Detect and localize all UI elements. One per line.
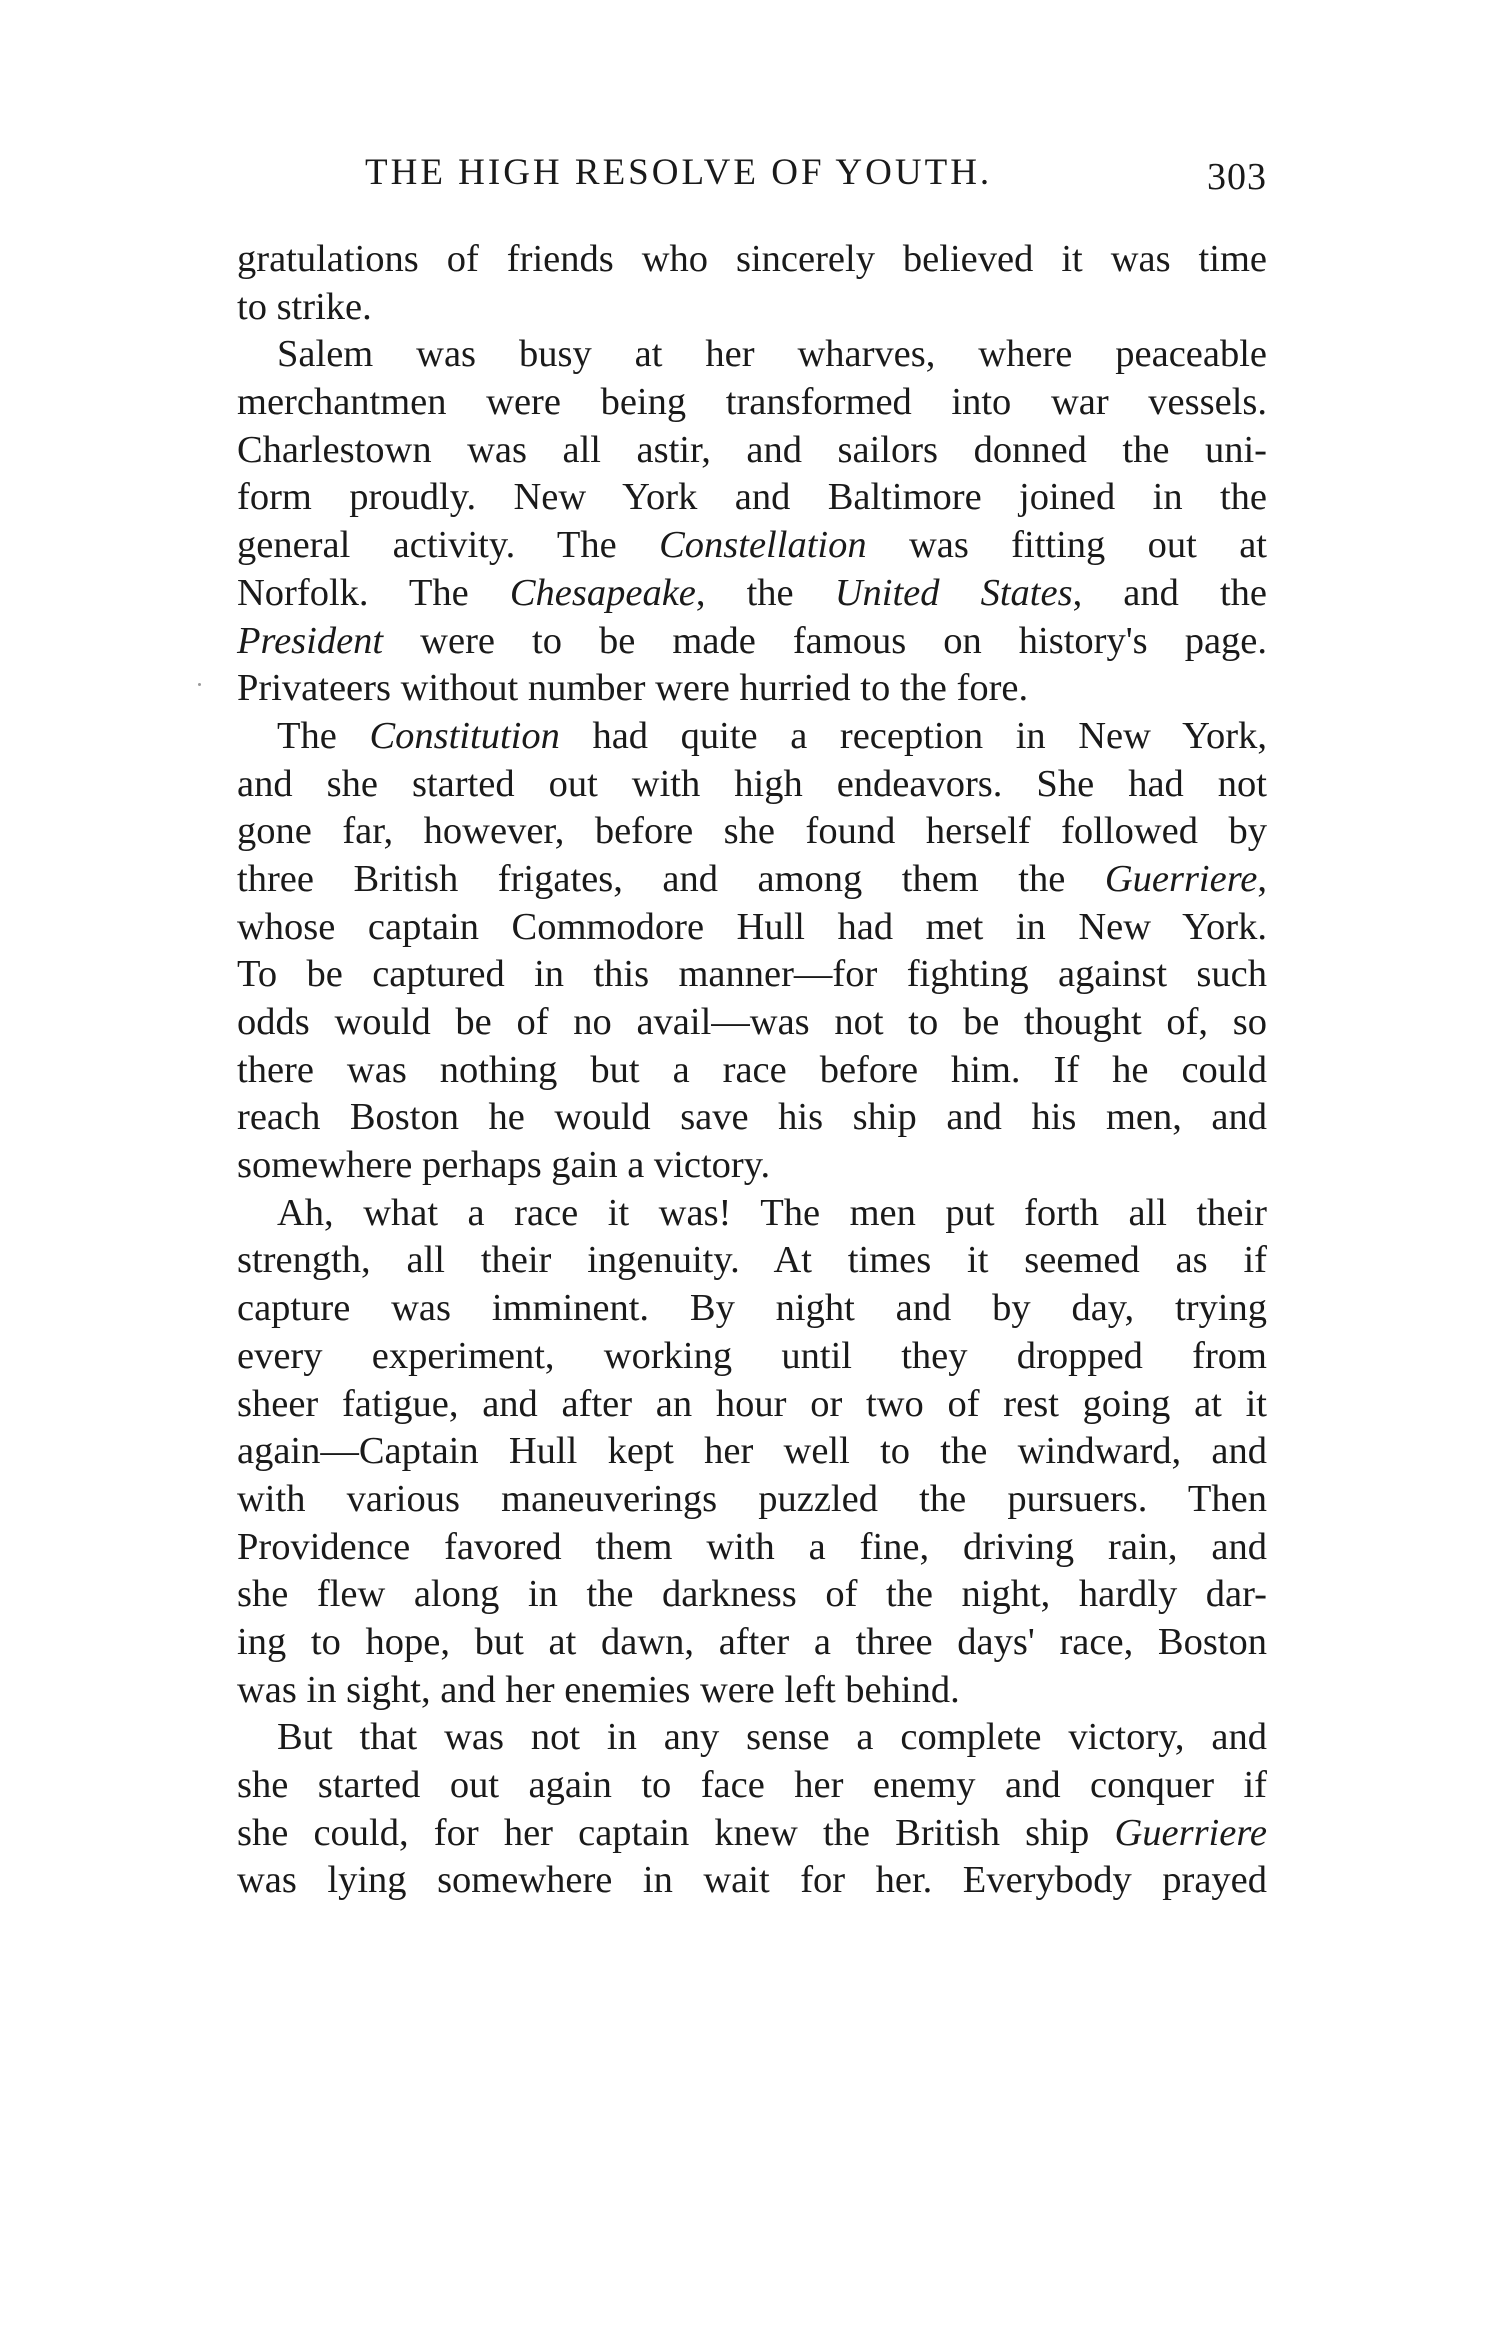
running-title: THE HIGH RESOLVE OF YOUTH. [365, 152, 993, 193]
text-line: Charlestown was all astir, and sailors donned the uni- [237, 428, 1267, 471]
text-run: general activity. The [237, 524, 660, 567]
text-line [237, 1810, 1267, 1858]
text-run: , the [695, 571, 835, 614]
text-run: Norfolk. The [237, 571, 510, 614]
ship-name: Constitution [369, 714, 560, 757]
page-number: 303 [1207, 156, 1267, 198]
text-line [237, 570, 1267, 618]
text-line: she started out again to face her enemy and conquer if [237, 1764, 1267, 1806]
text-line: merchantmen were being transformed into war vessels. [237, 381, 1267, 424]
text-run: was fitting out at [866, 524, 1267, 567]
text-run: , [1257, 857, 1267, 900]
text-line: somewhere perhaps gain a victory. [237, 1144, 771, 1187]
text-line: form proudly. New York and Baltimore joined in the [237, 476, 1267, 519]
text-line: capture was imminent. By night and by day, trying [237, 1287, 1267, 1330]
text-run: had quite a reception in New York, [559, 714, 1267, 757]
body-text [237, 236, 1267, 1905]
ship-name: Guerriere [1114, 1811, 1267, 1854]
ship-name: Chesapeake [509, 571, 696, 614]
ship-name: President [237, 619, 384, 662]
text-line: reach Boston he would save his ship and his men, and [237, 1096, 1267, 1139]
text-line: every experiment, working until they dropped from [237, 1334, 1267, 1377]
text-line: again—Captain Hull kept her well to the windward, and [237, 1430, 1267, 1473]
text-line: was in sight, and her enemies were left behind. [237, 1668, 960, 1711]
ship-name: United States [834, 571, 1073, 614]
text-line: was lying somewhere in wait for her. Everybody prayed [237, 1859, 1267, 1902]
text-line: odds would be of no avail—was not to be thought of, so [237, 1001, 1267, 1043]
text-line: whose captain Commodore Hull had met in New York. [237, 905, 1267, 948]
paragraph-2 [237, 331, 1267, 713]
text-line: sheer fatigue, and after an hour or two of rest going at it [237, 1382, 1267, 1425]
paper-speck [198, 683, 201, 686]
text-line: Salem was busy at her wharves, where peaceable [277, 333, 1267, 376]
text-line: Privateers without number were hurried to the fore. [237, 667, 1029, 710]
text-line [237, 618, 1267, 666]
running-head [237, 148, 1267, 198]
text-run: , and the [1072, 571, 1267, 614]
paragraph-1 [237, 236, 1267, 331]
text-line: gone far, however, before she found herself followed by [237, 810, 1267, 853]
text-run: The [277, 714, 370, 757]
text-line: Providence favored them with a fine, driving rain, and [237, 1525, 1267, 1568]
text-line: to strike. [237, 285, 372, 328]
text-line: with various maneuverings puzzled the pursuers. Then [237, 1477, 1267, 1520]
text-line: and she started out with high endeavors. She had not [237, 762, 1267, 805]
paragraph-4 [237, 1190, 1267, 1715]
text-line [237, 713, 1267, 761]
ship-name: Constellation [659, 524, 867, 567]
text-line: To be captured in this manner—for fighting against such [237, 953, 1267, 996]
paragraph-3 [237, 713, 1267, 1190]
text-line [237, 856, 1267, 904]
text-line: Ah, what a race it was! The men put forth all their [277, 1191, 1267, 1234]
text-line: But that was not in any sense a complete victory, and [277, 1716, 1267, 1759]
text-run: were to be made famous on history's page. [383, 619, 1267, 662]
text-line: gratulations of friends who sincerely believed it was time [237, 238, 1267, 280]
text-line: strength, all their ingenuity. At times it seemed as if [237, 1239, 1267, 1282]
text-line: ing to hope, but at dawn, after a three days' race, Boston [237, 1620, 1267, 1663]
text-run: three British frigates, and among them the [237, 857, 1105, 900]
text-line: there was nothing but a race before him. If he could [237, 1048, 1267, 1091]
text-line: she flew along in the darkness of the night, hardly dar- [237, 1573, 1267, 1616]
paragraph-5 [237, 1714, 1267, 1905]
text-line [237, 522, 1267, 570]
text-run: she could, for her captain knew the British ship [237, 1811, 1115, 1854]
ship-name: Guerriere [1104, 857, 1258, 900]
